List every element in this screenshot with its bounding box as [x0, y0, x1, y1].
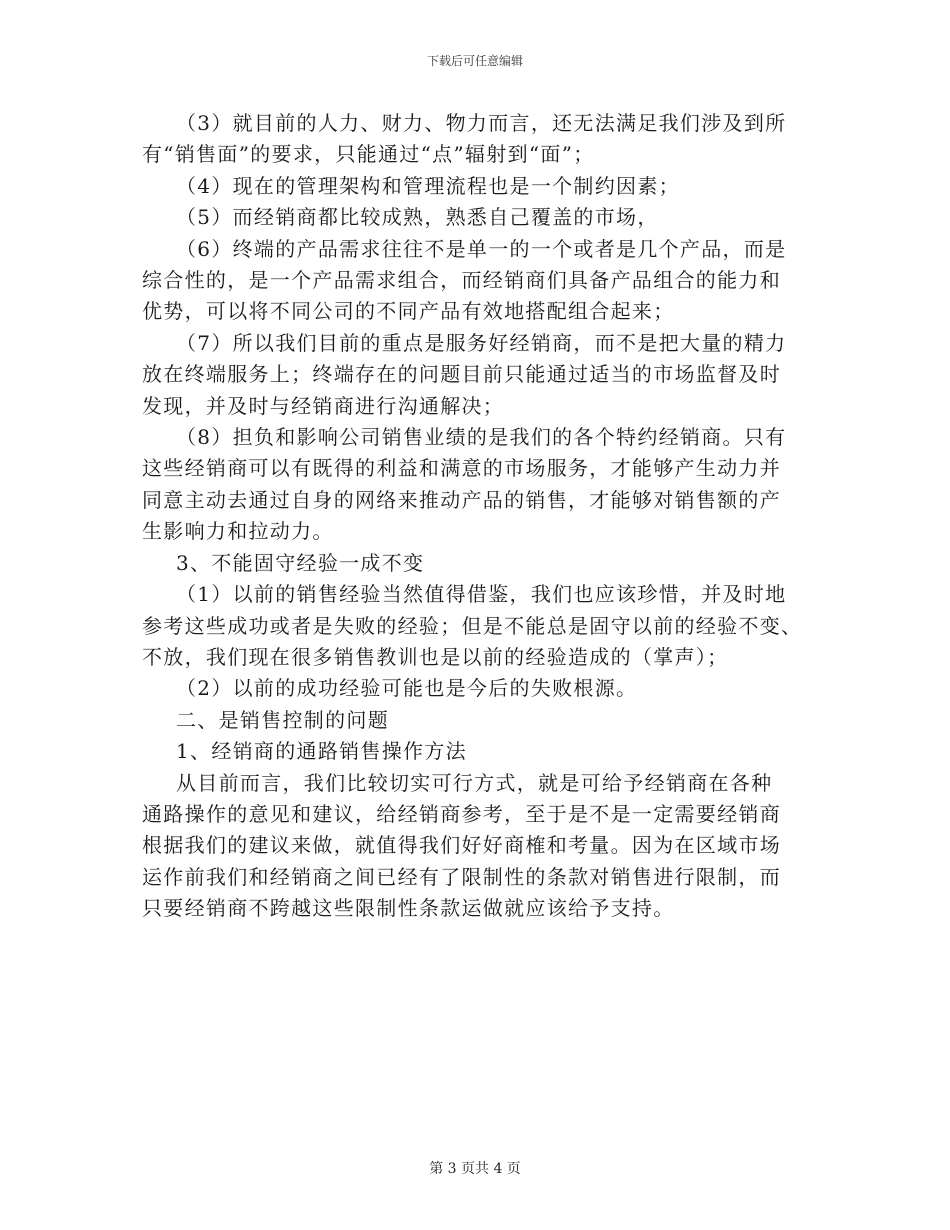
- text-line: 不放，我们现在很多销售教训也是以前的经验造成的（掌声）；: [142, 644, 729, 669]
- text-line: （4）现在的管理架构和管理流程也是一个制约因素；: [176, 173, 680, 198]
- text-line: 运作前我们和经销商之间已经有了限制性的条款对销售进行限制，而: [142, 864, 781, 889]
- text-line: 有“销售面”的要求，只能通过“点”辐射到“面”；: [142, 142, 595, 167]
- text-line: （6）终端的产品需求往往不是单一的一个或者是几个产品，而是: [176, 236, 787, 261]
- text-line: 综合性的，是一个产品需求组合，而经销商们具备产品组合的能力和: [142, 268, 781, 293]
- text-line: 从目前而言，我们比较切实可行方式，就是可给予经销商在各种: [176, 770, 773, 795]
- text-line: 同意主动去通过自身的网络来推动产品的销售，才能够对销售额的产: [142, 487, 781, 512]
- page-header: 下载后可任意编辑: [426, 54, 523, 68]
- text-line: 根据我们的建议来做，就值得我们好好商榷和考量。因为在区域市场: [142, 833, 781, 858]
- text-line: （3）就目前的人力、财力、物力而言，还无法满足我们涉及到所: [176, 111, 787, 135]
- text-line: 只要经销商不跨越这些限制性条款运做就应该给予支持。: [142, 896, 675, 921]
- text-line: 优势，可以将不同公司的不同产品有效地搭配组合起来；: [142, 299, 675, 324]
- text-line: （5）而经销商都比较成熟，熟悉自己覆盖的市场，: [176, 205, 659, 230]
- text-line: 生影响力和拉动力。: [142, 519, 334, 544]
- text-line: 参考这些成功或者是失败的经验；但是不能总是固守以前的经验不变、: [142, 613, 803, 638]
- text-line: 放在终端服务上；终端存在的问题目前只能通过适当的市场监督及时: [142, 362, 781, 387]
- text-line: 发现，并及时与经销商进行沟通解决；: [142, 393, 505, 418]
- section-heading: 1、经销商的通路销售操作方法: [176, 739, 467, 764]
- page-footer: 第 3 页共 4 页: [429, 1161, 521, 1177]
- text-line: （8）担负和影响公司销售业绩的是我们的各个特约经销商。只有: [176, 425, 787, 450]
- text-line: （1）以前的销售经验当然值得借鉴，我们也应该珍惜，并及时地: [176, 582, 787, 607]
- text-line: 这些经销商可以有既得的利益和满意的市场服务，才能够产生动力并: [142, 456, 781, 481]
- text-line: （2）以前的成功经验可能也是今后的失败根源。: [176, 676, 638, 701]
- text-line: （7）所以我们目前的重点是服务好经销商，而不是把大量的精力: [176, 330, 787, 355]
- text-line: 通路操作的意见和建议，给经销商参考，至于是不是一定需要经销商: [142, 801, 781, 826]
- section-heading: 二、是销售控制的问题: [176, 707, 389, 732]
- document-body: [142, 108, 814, 925]
- section-heading: 3、不能固守经验一成不变: [176, 550, 425, 575]
